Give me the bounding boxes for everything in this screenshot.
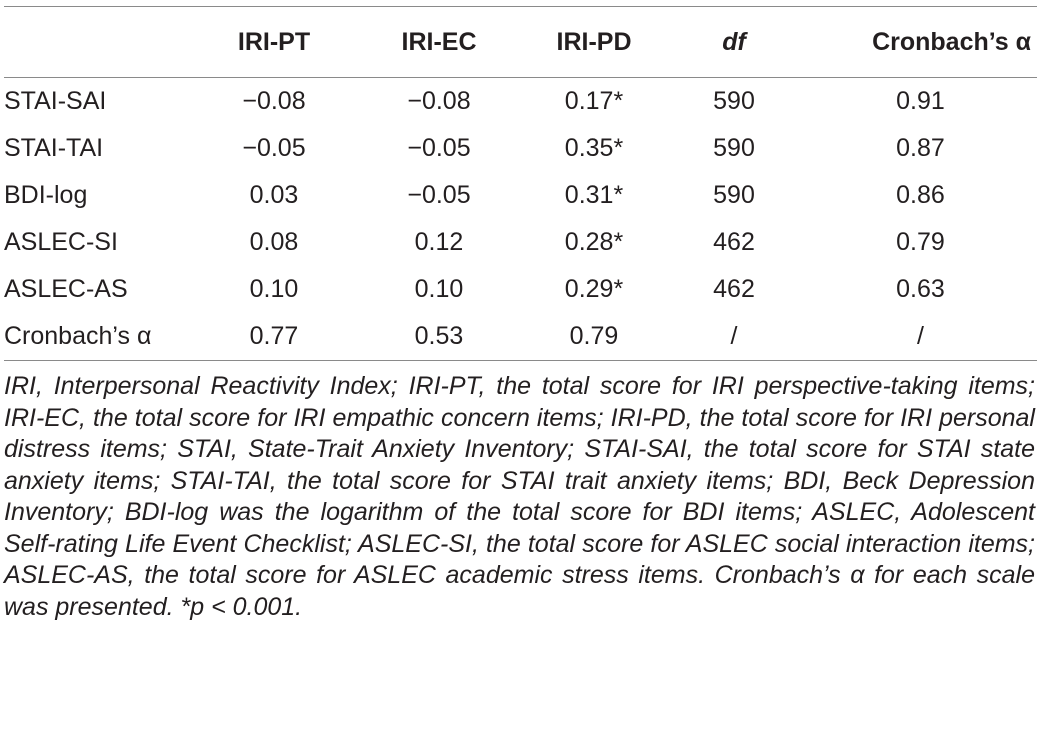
table-cell: 0.17* [564,87,624,115]
table-cell: −0.08 [407,87,471,115]
table-cell: 0.91 [896,87,945,115]
row-label: STAI-SAI [4,87,107,115]
header-cell-iri-ec: IRI-EC [401,27,477,56]
header-row [4,7,1037,77]
table-cell: / [917,322,924,350]
row-label: Cronbach’s α [4,322,152,350]
table-footnote [4,371,1037,623]
table-cell: 0.77 [249,322,299,350]
table-cell: 462 [713,275,755,303]
table-cell: 590 [713,87,755,115]
table-cell: 0.03 [249,181,299,209]
table-cell: 0.31* [564,181,624,209]
table-cell: 0.53 [414,322,464,350]
header-cell-corner [4,7,194,77]
header-cell-iri-pd: IRI-PD [556,27,632,56]
table-cell: 0.79 [569,322,619,350]
footnote-text: IRI, Interpersonal Reactivity Index; IRI-PT, the total score for IRI perspective-taking items; IRI-EC, the total score for IRI empathic concern items; IRI-PD, the total score for IRI personal distress items; STAI, State-Trait Anxiety Inventory; STAI-SAI, the total score for STAI state anxiety items; STAI-TAI, the total score for STAI trait anxiety items; BDI, Beck Depression Inventory; BDI-log was the logarithm of the total score for BDI items; ASLEC, Adolescent Self-rating Life Event Checklist; ASLEC-SI, the total score for ASLEC social interaction items; ASLEC-AS, the total score for ASLEC academic stress items. Cronbach’s α for each scale was presented. [4,372,1035,621]
table-cell: / [730,322,738,350]
table-cell: 590 [713,181,755,209]
bottom-rule [4,360,1037,361]
row-label: BDI-log [4,181,88,209]
header-cell-cronbach-alpha: Cronbach’s α [872,27,1031,56]
table-cell: 462 [713,228,755,256]
table-cell: 0.35* [564,134,624,162]
table-cell: 0.63 [896,275,945,303]
table-cell: −0.05 [407,134,471,162]
table-cell: 0.10 [414,275,464,303]
row-label: ASLEC-SI [4,228,118,256]
table-cell: 0.28* [564,228,624,256]
table-cell: 0.86 [896,181,945,209]
table-row [4,219,1037,266]
table-row [4,266,1037,313]
table-cell: 0.10 [249,275,299,303]
header-cell-iri-pt: IRI-PT [237,27,311,56]
table-cell: −0.05 [242,134,306,162]
table-row [4,125,1037,172]
table-cell: −0.08 [242,87,306,115]
table-cell: −0.05 [407,181,471,209]
table-cell: 0.79 [896,228,945,256]
table-row [4,172,1037,219]
table-cell: 0.12 [414,228,464,256]
table-row [4,78,1037,125]
row-label: STAI-TAI [4,134,104,162]
table-cell: 0.87 [896,134,945,162]
table-row [4,313,1037,360]
significance-note: *p < 0.001. [180,592,303,621]
table-figure [0,6,1041,732]
table-cell: 0.08 [249,228,299,256]
table-cell: 0.29* [564,275,624,303]
header-cell-df: df [722,27,746,56]
table-cell: 590 [713,134,755,162]
correlation-table [4,7,1037,360]
row-label: ASLEC-AS [4,275,128,303]
